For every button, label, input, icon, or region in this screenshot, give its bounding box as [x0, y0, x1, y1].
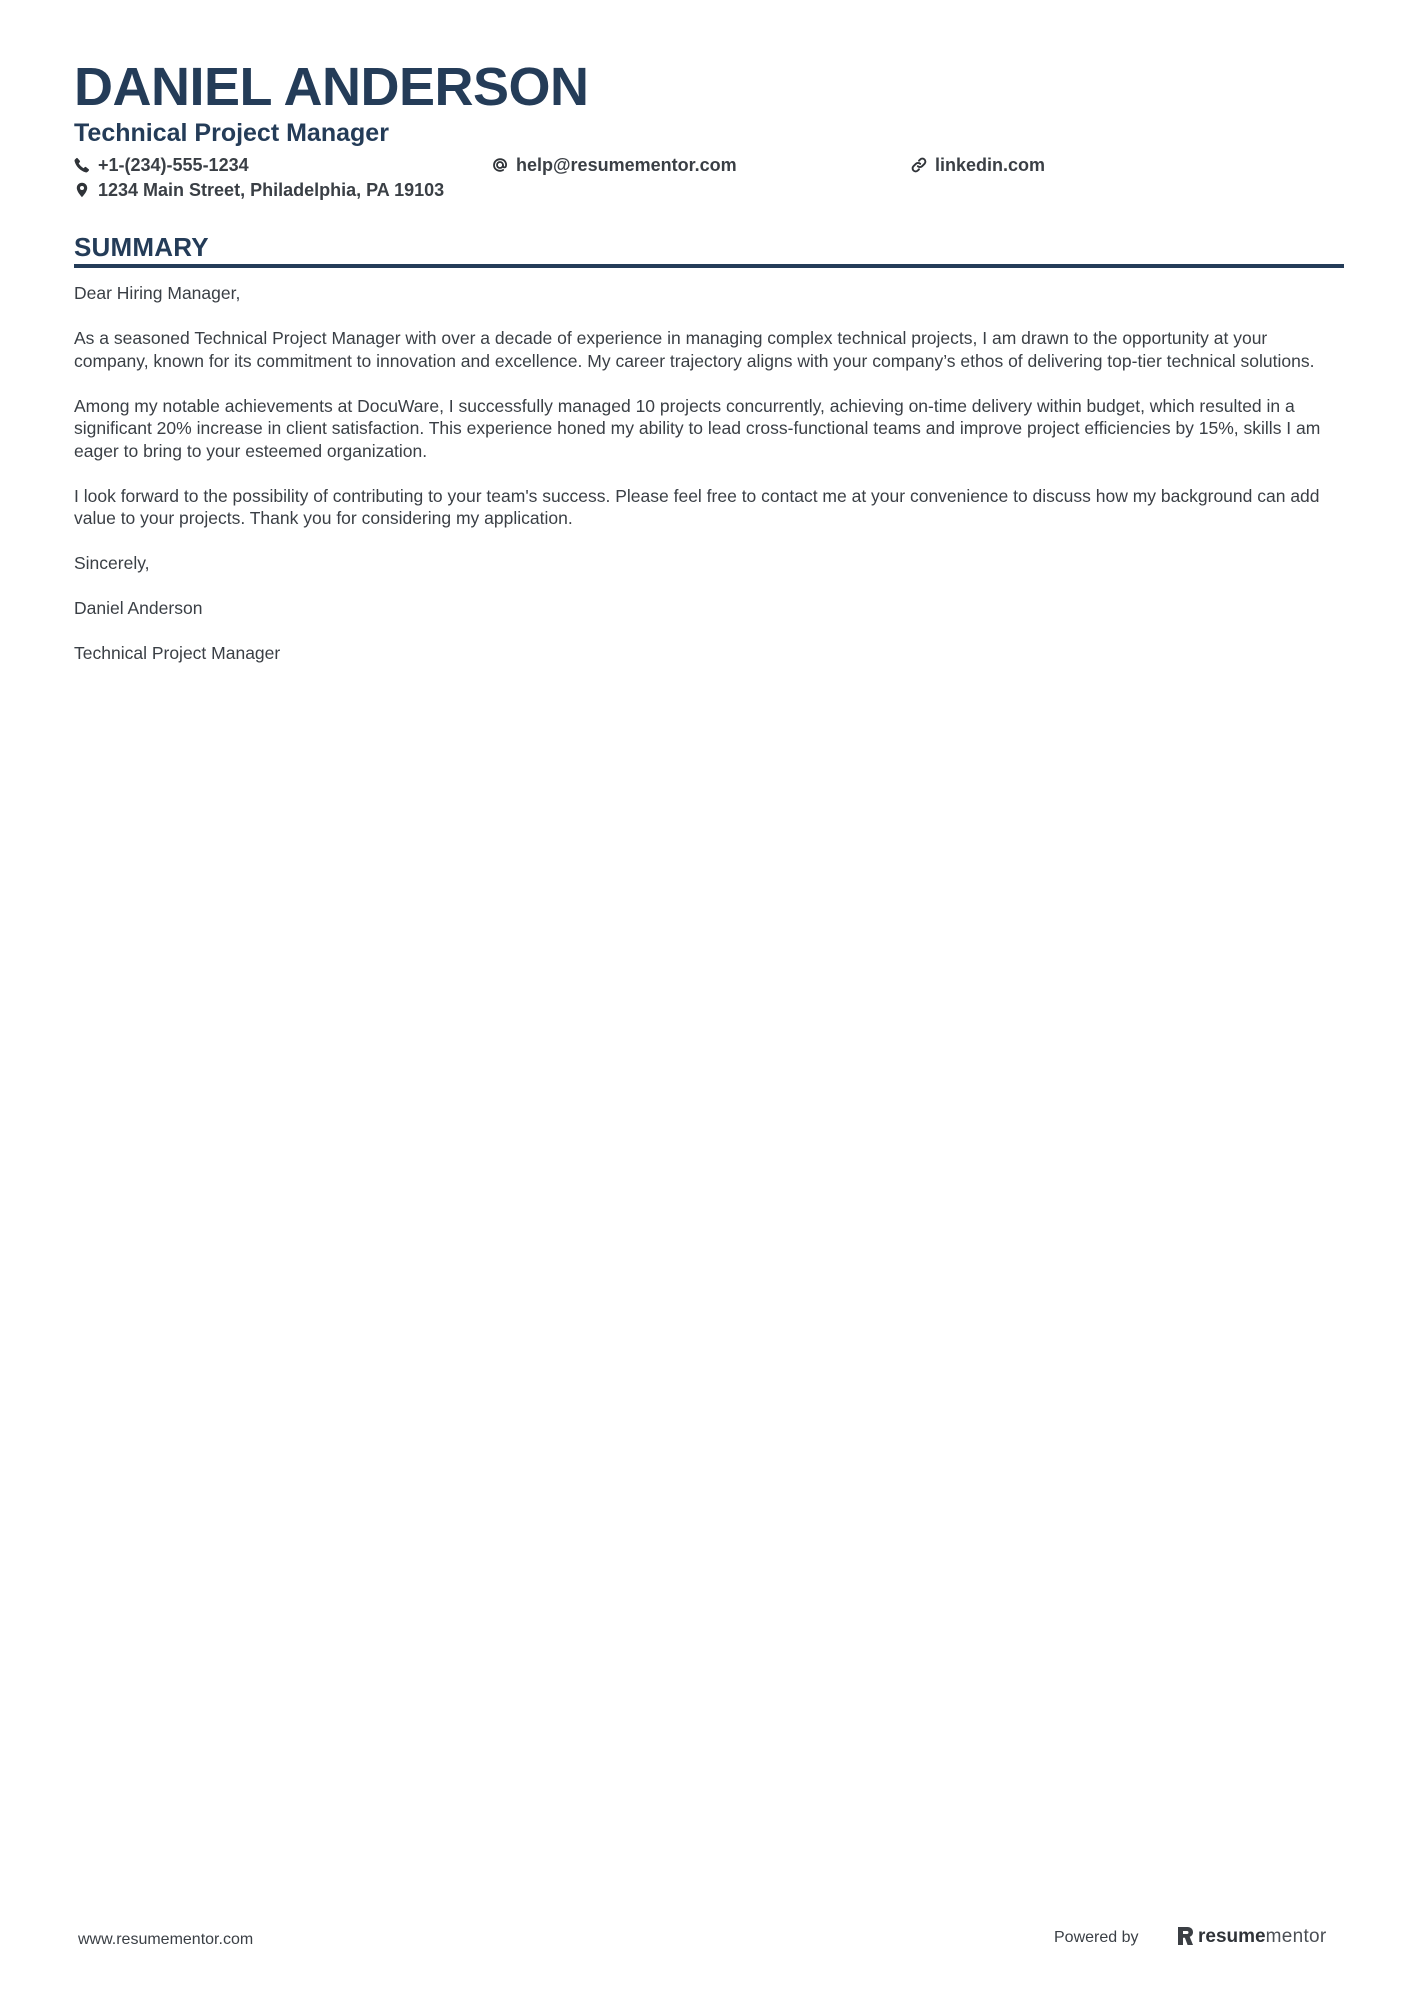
- candidate-name: DANIEL ANDERSON: [74, 57, 589, 117]
- letter-body: [74, 282, 1344, 687]
- footer-website-link[interactable]: www.resumementor.com: [78, 1931, 254, 1948]
- footer-brand-logo[interactable]: [1177, 1926, 1327, 1946]
- candidate-title: Technical Project Manager: [74, 119, 389, 147]
- at-icon: [492, 157, 508, 173]
- section-divider: [74, 264, 1344, 268]
- letter-salutation: Dear Hiring Manager,: [74, 283, 241, 303]
- letter-paragraph: As a seasoned Technical Project Manager with over a decade of experience in managing complex technical projects, I am drawn to the opportunity at your company, known for its commitment to innovation and excellence. My career trajectory aligns with your company’s ethos of delivering top-tier technical solutions.: [74, 328, 1315, 371]
- contact-linkedin-text: linkedin.com: [935, 155, 1046, 175]
- brand-text-bold: resume: [1198, 1925, 1266, 1947]
- letter-signature-title: Technical Project Manager: [74, 643, 281, 663]
- resumementor-logo-icon: [1177, 1926, 1194, 1946]
- brand-text-light: mentor: [1265, 1925, 1327, 1947]
- contact-phone[interactable]: [74, 156, 249, 174]
- letter-closing: Sincerely,: [74, 553, 150, 573]
- link-icon: [911, 157, 927, 173]
- letter-paragraph: Among my notable achievements at DocuWare, I successfully managed 10 projects concurrently, achieving on-time delivery within budget, which resulted in a significant 20% increase in client satisfaction. This experience honed my ability to lead cross-functional teams and improve project efficiencies by 15%, skills I am eager to bring to your esteemed organization.: [74, 395, 1321, 461]
- phone-icon: [74, 157, 90, 173]
- contact-linkedin[interactable]: [911, 156, 1045, 174]
- footer-brand-text: [1198, 1927, 1327, 1946]
- location-pin-icon: [74, 182, 90, 198]
- contact-address-text: 1234 Main Street, Philadelphia, PA 19103: [98, 180, 445, 200]
- letter-paragraph: I look forward to the possibility of contributing to your team's success. Please feel free to contact me at your convenience to discuss how my background can add value to your projects. Thank you for considering my application.: [74, 485, 1320, 528]
- contact-email[interactable]: [492, 156, 737, 174]
- contact-phone-text: +1-(234)-555-1234: [98, 155, 249, 175]
- letter-signature-name: Daniel Anderson: [74, 598, 203, 618]
- section-heading-summary: SUMMARY: [74, 232, 209, 262]
- contact-email-text: help@resumementor.com: [516, 155, 737, 175]
- contact-address: [74, 181, 444, 199]
- footer-powered-by: Powered by: [1054, 1929, 1139, 1946]
